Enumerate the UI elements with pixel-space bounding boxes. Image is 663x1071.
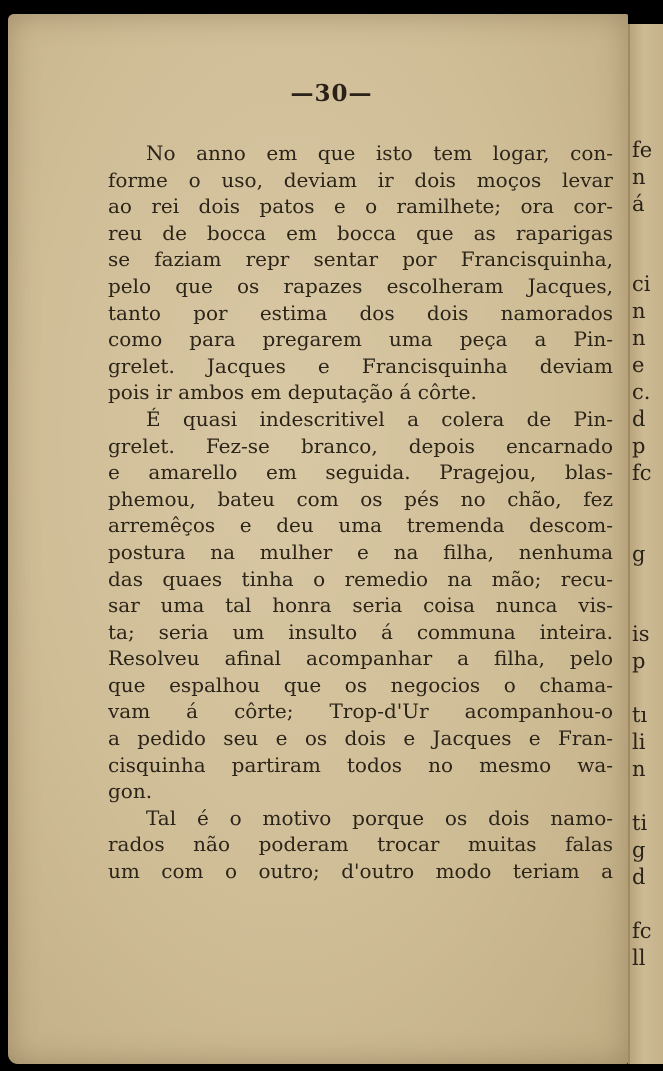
text-line: se faziam repr sentar por Francisquinha, xyxy=(108,247,613,272)
facing-fragment: n xyxy=(632,326,646,350)
text-line: das quaes tinha o remedio na mão; recu- xyxy=(108,566,613,591)
facing-fragment: ci xyxy=(632,272,651,296)
text-line: como para pregarem uma peça a Pin- xyxy=(108,327,613,352)
facing-fragment: g xyxy=(632,542,646,566)
text-line: pois ir ambos em deputação á côrte. xyxy=(108,380,477,405)
text-line: cisquinha partiram todos no mesmo wa- xyxy=(108,752,613,777)
text-line: vam á côrte; Trop-d'Ur acompanhou-o xyxy=(108,699,613,724)
text-line: grelet. Fez-se branco, depois encarnado xyxy=(108,433,613,458)
text-line: forme o uso, deviam ir dois moços levar xyxy=(108,167,613,192)
text-line: reu de bocca em bocca que as raparigas xyxy=(108,220,613,245)
text-line: um com o outro; d'outro modo teriam a xyxy=(108,859,613,884)
text-line: ao rei dois patos e o ramilhete; ora cor- xyxy=(108,194,613,219)
facing-fragment: li xyxy=(632,730,646,754)
facing-fragment: n xyxy=(632,165,646,189)
text-line: e amarello em seguida. Pragejou, blas- xyxy=(108,460,613,485)
text-line: que espalhou que os negocios o chama- xyxy=(108,672,613,697)
text-line: rados não poderam trocar muitas falas xyxy=(108,832,613,857)
text-line: arremêços e deu uma tremenda descom- xyxy=(108,513,613,538)
facing-fragment: ll xyxy=(632,946,646,970)
facing-fragment: fe xyxy=(632,138,653,162)
facing-fragment: ti xyxy=(632,811,648,835)
text-line: phemou, bateu com os pés no chão, fez xyxy=(108,486,613,511)
text-line: grelet. Jacques e Francisquinha deviam xyxy=(108,353,613,378)
text-line: ta; seria um insulto á communa inteira. xyxy=(108,619,613,644)
facing-fragment: fc xyxy=(632,461,652,485)
facing-fragment: tı xyxy=(632,703,648,727)
text-line: No anno em que isto tem logar, con- xyxy=(146,141,613,165)
facing-fragment: g xyxy=(632,838,646,862)
text-line: a pedido seu e os dois e Jacques e Fran- xyxy=(108,726,613,751)
facing-fragment: p xyxy=(632,434,646,458)
text-line: Resolveu afinal acompanhar a filha, pelo xyxy=(108,646,613,671)
facing-page-edge xyxy=(628,24,663,1064)
text-line: gon. xyxy=(108,779,153,804)
facing-fragment: e xyxy=(632,353,645,377)
facing-fragment: d xyxy=(632,865,646,889)
text-line: postura na mulher e na filha, nenhuma xyxy=(108,539,613,564)
facing-fragment: c. xyxy=(632,380,651,404)
facing-fragment: p xyxy=(632,649,646,673)
facing-fragment: á xyxy=(632,192,645,216)
text-line: tanto por estima dos dois namorados xyxy=(108,300,613,325)
facing-fragment: is xyxy=(632,622,650,646)
facing-fragment: n xyxy=(632,757,646,781)
text-line: pelo que os rapazes escolheram Jacques, xyxy=(108,273,613,298)
facing-fragment: fc xyxy=(632,919,652,943)
page-number: —30— xyxy=(290,80,373,107)
facing-fragment: d xyxy=(632,407,646,431)
body-text xyxy=(108,140,613,885)
facing-fragment: n xyxy=(632,299,646,323)
text-line: Tal é o motivo porque os dois namo- xyxy=(146,805,613,830)
text-line: É quasi indescritivel a colera de Pin- xyxy=(146,406,613,431)
text-line: sar uma tal honra seria coisa nunca vis- xyxy=(108,593,613,618)
